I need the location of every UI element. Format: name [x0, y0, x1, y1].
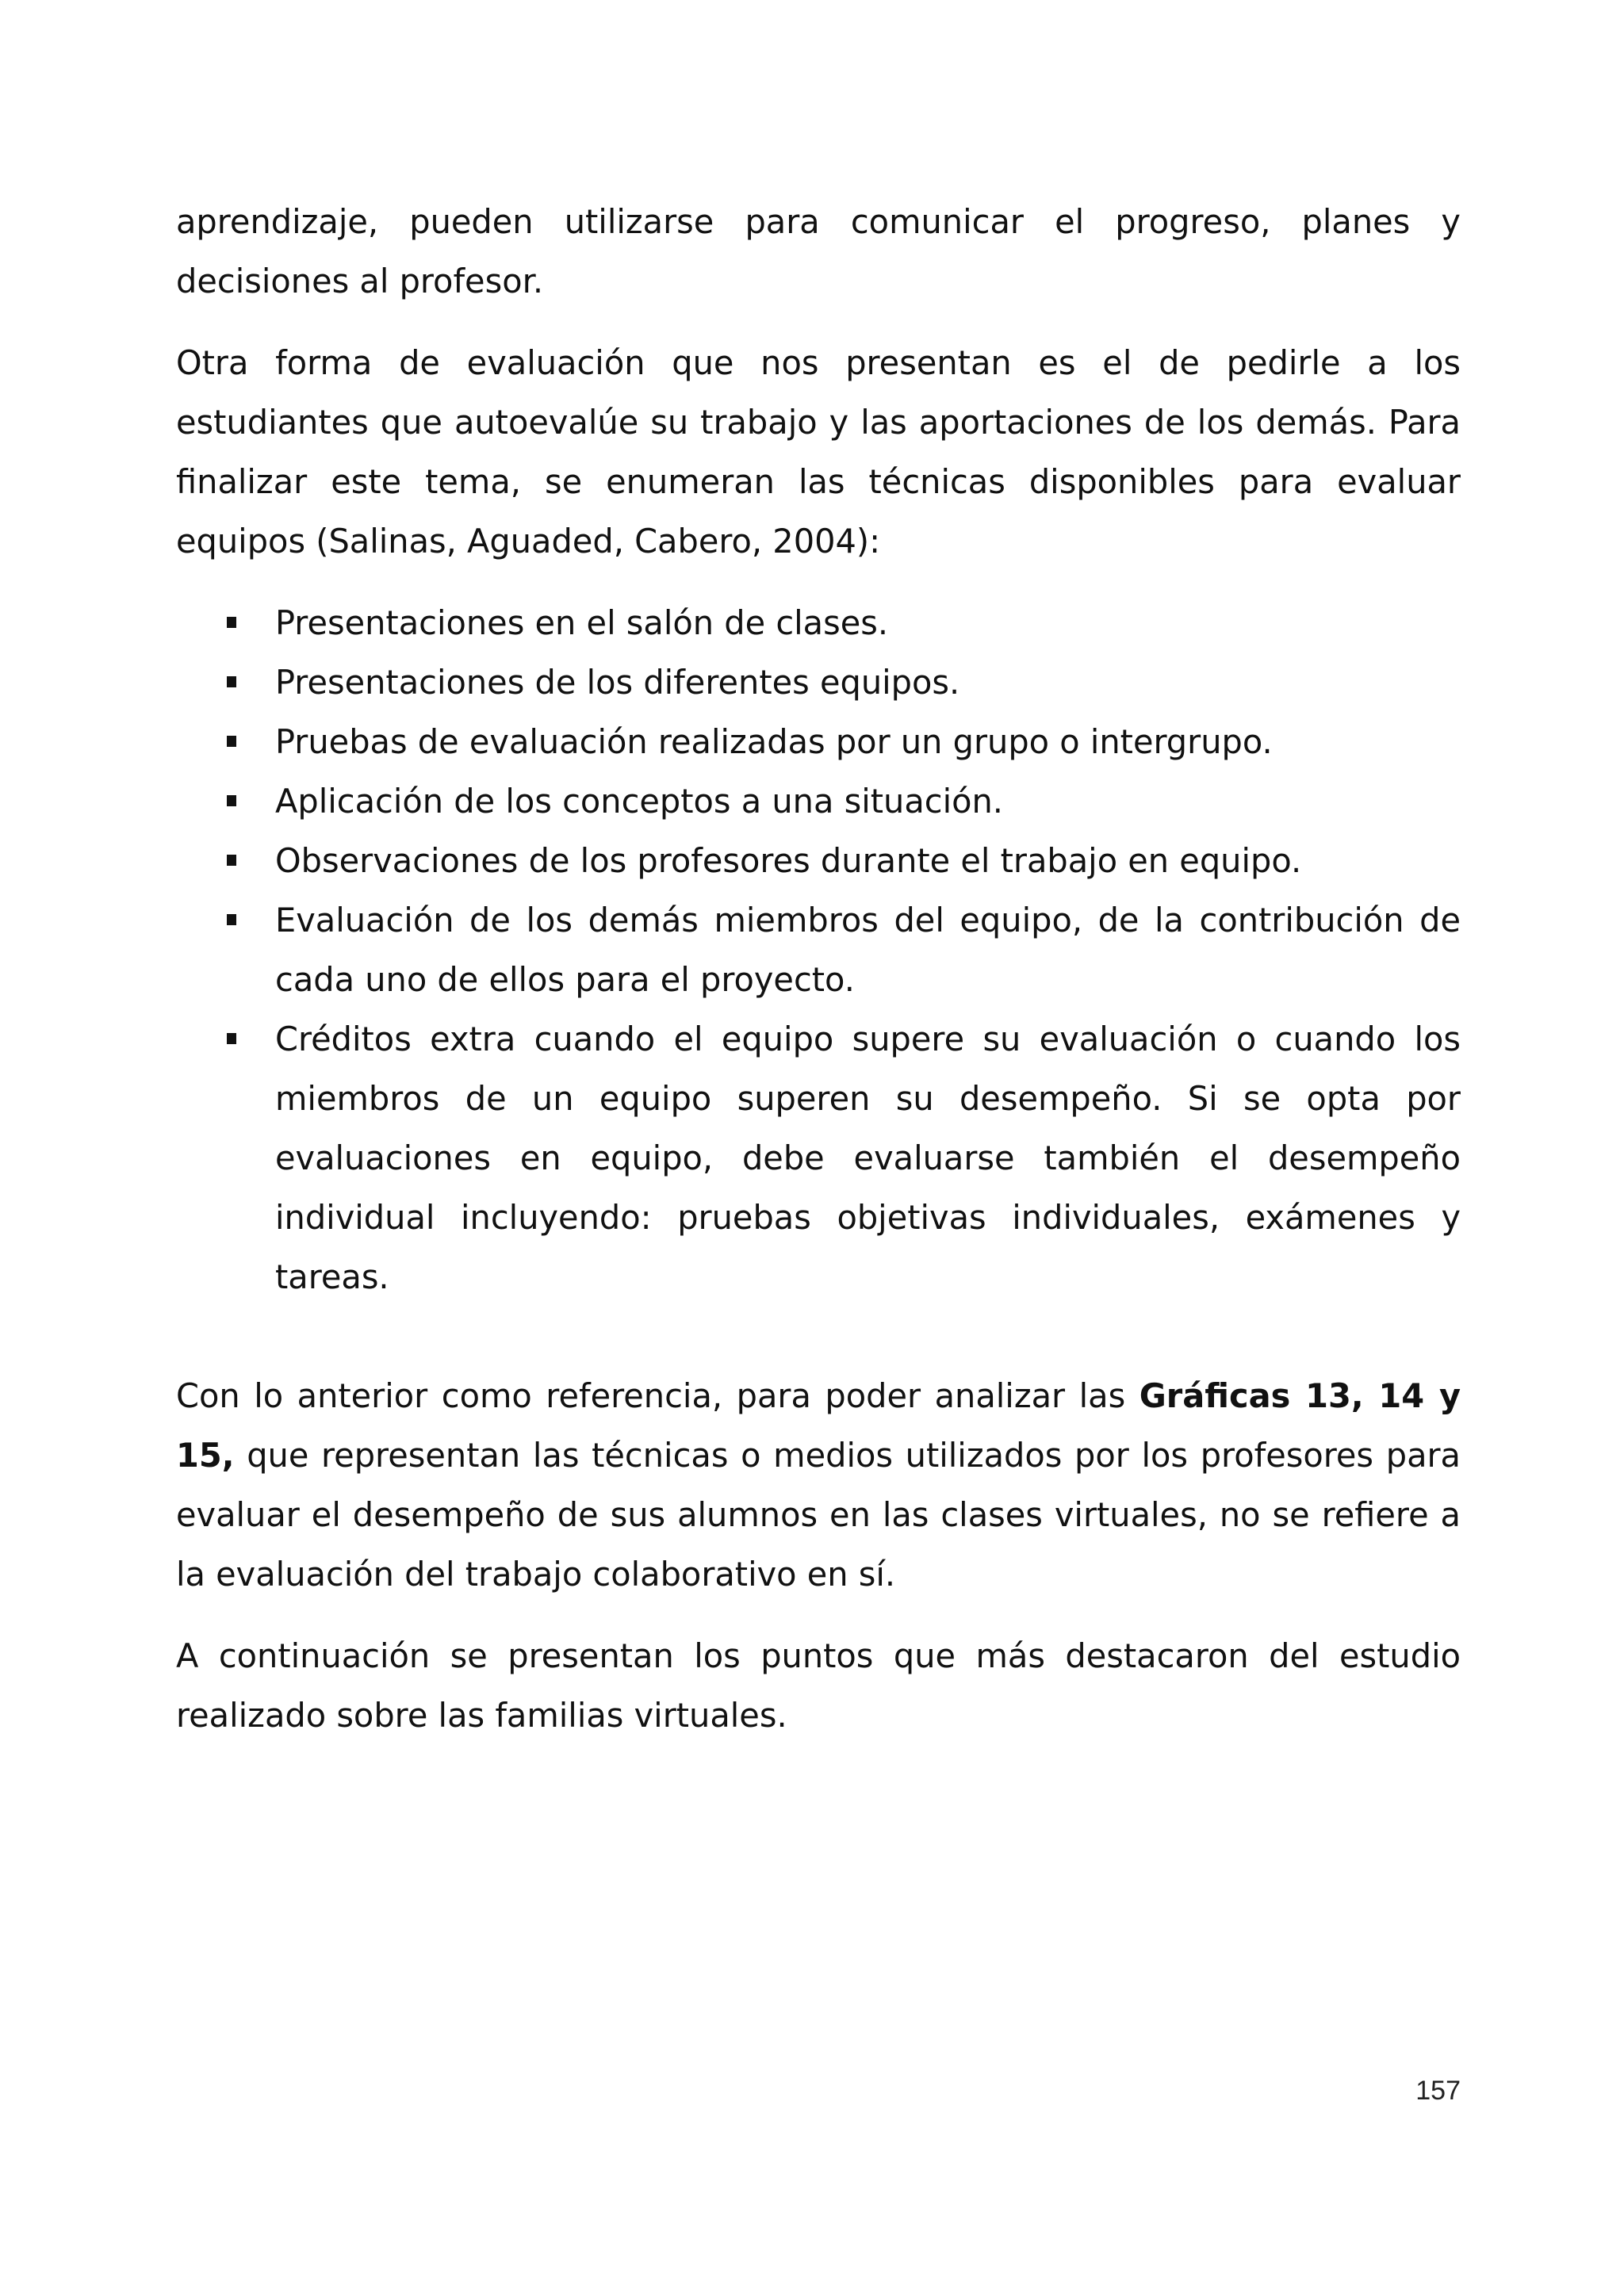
- square-bullet-icon: [227, 914, 236, 925]
- graphs-reference-bold: Gráficas 13, 14 y 15,: [176, 1376, 1461, 1475]
- square-bullet-icon: [227, 1033, 236, 1044]
- list-item-text: Presentaciones en el salón de clases.: [275, 603, 889, 642]
- list-item: [176, 652, 1461, 712]
- paragraph-intro: aprendizaje, pueden utilizarse para comunicar el progreso, planes y decisiones al profesor.: [176, 202, 1461, 300]
- square-bullet-icon: [227, 617, 236, 628]
- list-item: [176, 890, 1461, 1009]
- document-page: [176, 192, 1461, 1745]
- list-item-text: Evaluación de los demás miembros del equipo, de la contribución de cada uno de ellos para el proyecto.: [275, 901, 1461, 999]
- paragraph-text-end: que representan las técnicas o medios utilizados por los profesores para evaluar el desempeño de sus alumnos en las clases virtuales, no se refiere a la evaluación del trabajo colaborativo en sí.: [176, 1436, 1461, 1594]
- techniques-list: [176, 593, 1461, 1307]
- square-bullet-icon: [227, 676, 236, 687]
- spacer: [176, 1307, 1461, 1366]
- list-item: [176, 771, 1461, 831]
- list-item-text: Pruebas de evaluación realizadas por un grupo o intergrupo.: [275, 722, 1273, 761]
- list-item: [176, 593, 1461, 652]
- list-item: [176, 1009, 1461, 1307]
- list-item: [176, 712, 1461, 771]
- paragraph-graphs-reference: [176, 1366, 1461, 1604]
- list-item-text: Aplicación de los conceptos a una situación.: [275, 782, 1003, 821]
- list-item-text: Presentaciones de los diferentes equipos.: [275, 663, 960, 702]
- square-bullet-icon: [227, 795, 236, 806]
- list-item: [176, 831, 1461, 890]
- paragraph-evaluation-forms: Otra forma de evaluación que nos presentan es el de pedirle a los estudiantes que autoevalúe su trabajo y las aportaciones de los demás. Para finalizar este tema, se enumeran las técnicas disponibles para evaluar equipos (Salinas, Aguaded, Cabero, 2004):: [176, 343, 1461, 561]
- page-number: 157: [1415, 2076, 1461, 2106]
- square-bullet-icon: [227, 736, 236, 747]
- list-item-text: Observaciones de los profesores durante el trabajo en equipo.: [275, 841, 1302, 880]
- paragraph-text-start: Con lo anterior como referencia, para poder analizar las: [176, 1376, 1139, 1415]
- list-item-text: Créditos extra cuando el equipo supere su evaluación o cuando los miembros de un equipo superen su desempeño. Si se opta por evaluaciones en equipo, debe evaluarse también el desempeño individual incluyendo: pruebas objetivas individuales, exámenes y tareas.: [275, 1020, 1461, 1296]
- square-bullet-icon: [227, 855, 236, 866]
- paragraph-conclusion: A continuación se presentan los puntos que más destacaron del estudio realizado sobre las familias virtuales.: [176, 1636, 1461, 1735]
